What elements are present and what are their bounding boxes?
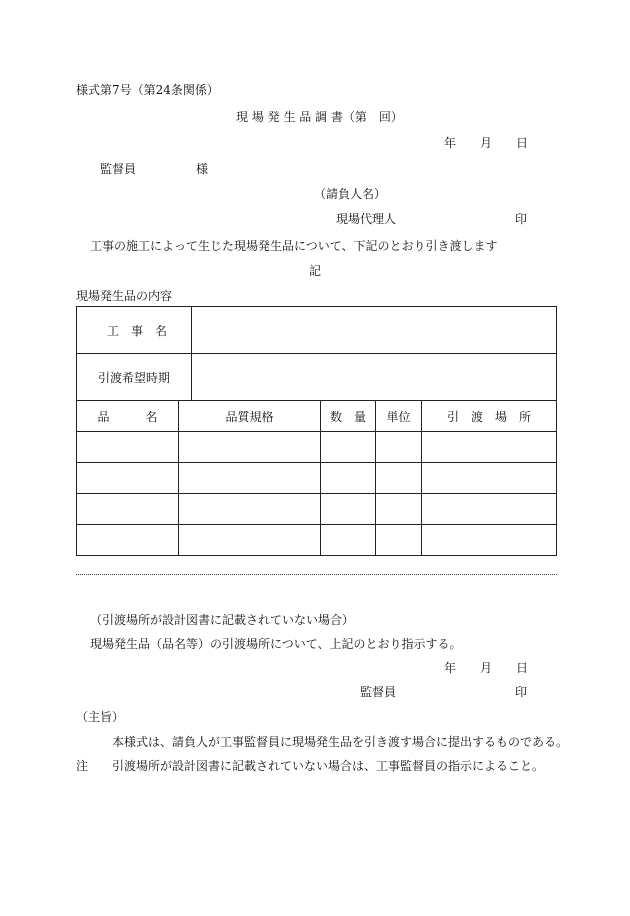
info-value[interactable] — [192, 307, 557, 354]
note-case: （引渡場所が設計図書に記載されていない場合） — [90, 613, 355, 627]
date-line-2: 年 月 日 — [444, 661, 529, 675]
items-header-row — [77, 401, 557, 432]
cell[interactable] — [179, 525, 321, 556]
cell[interactable] — [77, 463, 179, 494]
info-row-construction-name — [77, 307, 557, 354]
agent-label: 現場代理人 — [336, 212, 397, 226]
table-row — [77, 525, 557, 556]
note-text: 引渡場所が設計図書に記載されていない場合は、工事監督員の指示によること。 — [112, 759, 545, 773]
cell[interactable] — [422, 463, 557, 494]
cell[interactable] — [321, 432, 376, 463]
seal-mark-2: 印 — [515, 685, 528, 699]
info-label: 工 事 名 — [77, 307, 192, 354]
cut-line-divider — [76, 574, 557, 575]
cell[interactable] — [376, 432, 422, 463]
header-spec: 品質規格 — [179, 401, 321, 432]
section-title: 現場発生品の内容 — [76, 289, 173, 303]
cell[interactable] — [321, 463, 376, 494]
purpose-text: 本様式は、請負人が工事監督員に現場発生品を引き渡す場合に提出するものである。 — [112, 735, 569, 749]
seal-mark: 印 — [515, 212, 528, 226]
cell[interactable] — [321, 494, 376, 525]
cell[interactable] — [376, 525, 422, 556]
table-row — [77, 463, 557, 494]
cell[interactable] — [77, 432, 179, 463]
cell[interactable] — [422, 494, 557, 525]
contractor-label: （請負人名） — [314, 187, 387, 201]
cell[interactable] — [77, 494, 179, 525]
document-title: 現 場 発 生 品 調 書（第 回） — [236, 110, 403, 124]
cell[interactable] — [179, 463, 321, 494]
info-value[interactable] — [192, 354, 557, 401]
table-row — [77, 432, 557, 463]
addressee: 監督員 様 — [100, 162, 209, 176]
table-row — [77, 494, 557, 525]
cell[interactable] — [179, 432, 321, 463]
info-label: 引渡希望時期 — [77, 354, 192, 401]
cell[interactable] — [422, 525, 557, 556]
cell[interactable] — [179, 494, 321, 525]
header-item-name: 品 名 — [77, 401, 179, 432]
cell[interactable] — [422, 432, 557, 463]
cell[interactable] — [376, 494, 422, 525]
items-table — [76, 400, 557, 556]
purpose-title: （主旨） — [76, 710, 125, 724]
cell[interactable] — [321, 525, 376, 556]
header-location: 引 渡 場 所 — [422, 401, 557, 432]
date-line: 年 月 日 — [444, 136, 529, 150]
header-quantity: 数 量 — [321, 401, 376, 432]
note-label: 注 — [76, 759, 89, 773]
header-unit: 単位 — [376, 401, 422, 432]
supervisor-label: 監督員 — [360, 685, 397, 699]
cell[interactable] — [77, 525, 179, 556]
ki-heading: 記 — [309, 264, 322, 278]
info-table — [76, 306, 557, 401]
form-number: 様式第7号（第24条関係） — [76, 83, 219, 97]
note-instruction: 現場発生品（品名等）の引渡場所について、上記のとおり指示する。 — [90, 637, 462, 651]
cell[interactable] — [376, 463, 422, 494]
info-row-delivery-time — [77, 354, 557, 401]
intro-text: 工事の施工によって生じた現場発生品について、下記のとおり引き渡します — [90, 239, 498, 253]
